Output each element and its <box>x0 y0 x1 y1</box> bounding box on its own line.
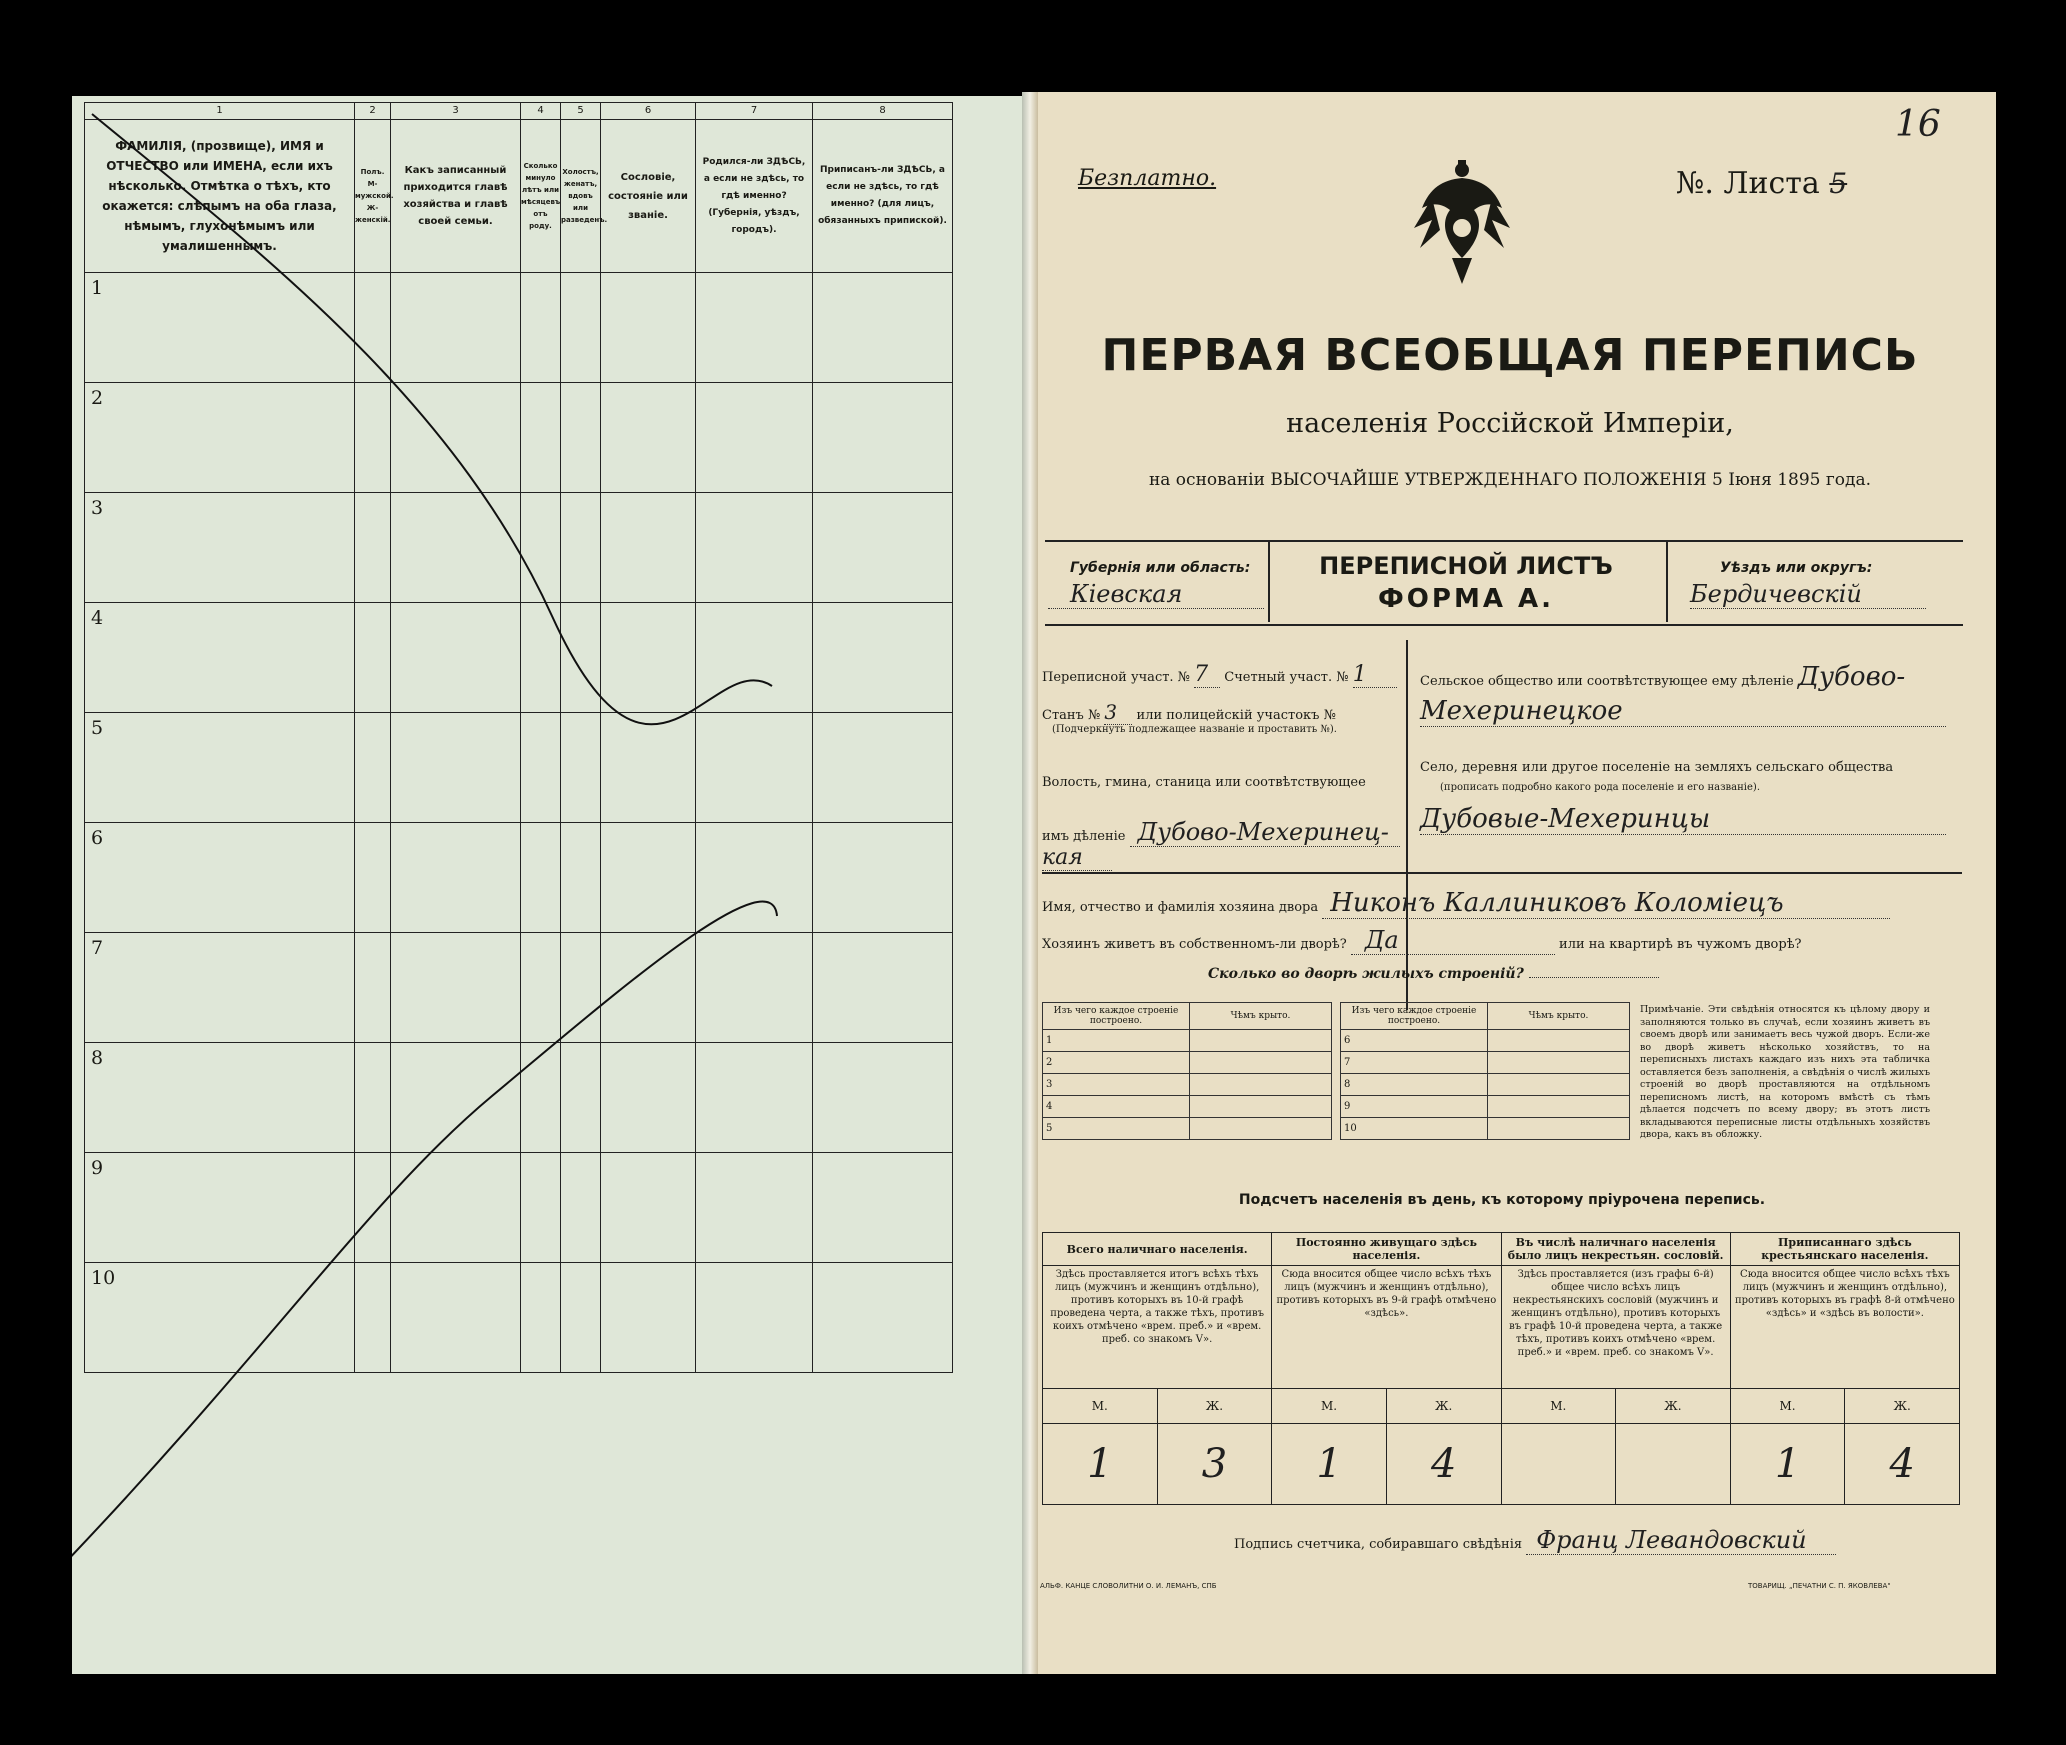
col-number: 5 <box>561 103 601 120</box>
row-number: 10 <box>91 1267 116 1289</box>
uezd-value: Бердичевскій <box>1690 580 1926 609</box>
society-label: Сельское общество или соотвѣтствующее ему дѣленіе <box>1420 674 1794 689</box>
row-number: 5 <box>91 717 104 739</box>
sheet-number-label <box>1676 166 1847 201</box>
stan-note: (Подчеркнуть подлежащее названіе и проставить №). <box>1052 724 1337 735</box>
houses-row-number: 7 <box>1341 1052 1488 1074</box>
count-uchastok-value: 1 <box>1353 662 1397 688</box>
header-name: ФАМИЛІЯ, (прозвище), ИМЯ и ОТЧЕСТВО или ИМЕНА, если ихъ нѣсколько. Отмѣтка о тѣхъ, кто окажется: слѣпымъ на оба глаза, нѣмымъ, глухонѣмымъ или умалишеннымъ. <box>85 120 355 273</box>
houses-col-roof: Чѣмъ крыто. <box>1488 1003 1630 1030</box>
pop-value <box>1501 1424 1616 1505</box>
society-field <box>1420 662 1905 692</box>
female-header: Ж. <box>1157 1389 1272 1424</box>
male-header: М. <box>1730 1389 1845 1424</box>
pop-value: 1 <box>1272 1424 1387 1505</box>
row-number: 4 <box>91 607 104 629</box>
stan-field <box>1042 700 1336 725</box>
population-table <box>1042 1232 1960 1505</box>
col-number: 6 <box>601 103 696 120</box>
buildings-field <box>1208 966 1659 982</box>
owner-value: Никонъ Каллиниковъ Коломiецъ <box>1322 888 1890 919</box>
header-relation: Какъ записанный приходится главѣ хозяйства и главѣ своей семьи. <box>391 120 521 273</box>
houses-col-roof: Чѣмъ крыто. <box>1190 1003 1332 1030</box>
society-value-2: Мехеринецкое <box>1420 696 1946 727</box>
col-number: 7 <box>696 103 813 120</box>
volost-label-2: имъ дѣленіе <box>1042 829 1126 844</box>
legal-basis: на основаніи ВЫСОЧАЙШЕ УТВЕРЖДЕННАГО ПОЛОЖЕНІЯ 5 Іюня 1895 года. <box>1148 470 1872 490</box>
houses-row-number: 10 <box>1341 1118 1488 1140</box>
row-number: 9 <box>91 1157 104 1179</box>
stan-rest: или полицейскій участокъ № <box>1136 708 1336 723</box>
row-number: 6 <box>91 827 104 849</box>
owner-field <box>1042 888 1890 919</box>
pop-value: 4 <box>1845 1424 1960 1505</box>
houses-row-number: 9 <box>1341 1096 1488 1118</box>
houses-table-b <box>1340 1002 1630 1140</box>
col-number: 2 <box>355 103 391 120</box>
buildings-label: Сколько во дворѣ жилыхъ строеній? <box>1208 966 1524 982</box>
owner-label: Имя, отчество и фамилія хозяина двора <box>1042 900 1319 915</box>
lives-rest: или на квартирѣ въ чужомъ дворѣ? <box>1559 937 1802 952</box>
male-header: М. <box>1043 1389 1158 1424</box>
census-uchastok-value: 7 <box>1194 662 1220 688</box>
col-number: 8 <box>813 103 953 120</box>
double-headed-eagle-icon <box>1412 158 1512 288</box>
form-subtitle: ФОРМА А. <box>1378 584 1554 614</box>
sheet-label-text: №. Листа <box>1676 166 1820 201</box>
houses-row-number: 8 <box>1341 1074 1488 1096</box>
male-header: М. <box>1501 1389 1616 1424</box>
corner-number: 16 <box>1895 104 1941 145</box>
main-subtitle: населенія Россійской Имперіи, <box>1286 408 1734 439</box>
houses-col-material: Изъ чего каждое строеніе построено. <box>1043 1003 1190 1030</box>
pop-description: Сюда вносится общее число всѣхъ тѣхъ лицъ (мужчинъ и женщинъ отдѣльно), противъ которыхъ въ графѣ 8-й отмѣчено «здѣсь» и «здѣсь въ волости». <box>1730 1266 1959 1389</box>
houses-table-a <box>1042 1002 1332 1140</box>
note-text: Примѣчаніе. Эти свѣдѣнія относятся къ цѣлому двору и заполняются только въ случаѣ, если хозяинъ живетъ въ своемъ дворѣ или занимаетъ весь чужой дворъ. Если-же во дворѣ живетъ нѣсколько хозяйствъ, то на переписныхъ листахъ каждаго изъ нихъ эта табличка оставляется безъ заполненія, а свѣдѣнія о числѣ жилыхъ строеній во дворѣ проставляются на отдѣльномъ переписномъ листѣ, на которомъ вмѣстѣ съ тѣмъ дѣлается подсчетъ по всему двору; въ этотъ листъ вкладываются переписные листы отдѣльныхъ хозяйствъ двора, какъ въ обложку. <box>1640 1004 1930 1140</box>
female-header: Ж. <box>1616 1389 1731 1424</box>
row-number: 8 <box>91 1047 104 1069</box>
row-number: 7 <box>91 937 104 959</box>
stan-label: Станъ № <box>1042 708 1101 723</box>
houses-col-material: Изъ чего каждое строеніе построено. <box>1341 1003 1488 1030</box>
header-estate: Сословіе, состояніе или званіе. <box>601 120 696 273</box>
cross-out-lines <box>72 96 1030 1674</box>
stan-value: 3 <box>1104 700 1132 725</box>
free-label: Безплатно. <box>1078 166 1217 191</box>
pop-value: 1 <box>1730 1424 1845 1505</box>
society-value: Дубово- <box>1797 662 1906 692</box>
census-uchastok-label: Переписной участ. № <box>1042 670 1190 685</box>
header-age: Сколько минуло лѣтъ или мѣсяцевъ отъ роду. <box>521 120 561 273</box>
village-label: Село, деревня или другое поселеніе на земляхъ сельскаго общества <box>1420 760 1894 775</box>
pop-value: 1 <box>1043 1424 1158 1505</box>
pop-header: Всего наличнаго населенія. <box>1043 1233 1272 1266</box>
houses-row-number: 3 <box>1043 1074 1190 1096</box>
printer-left: АЛЬФ. КАНЦЕ СЛОВОЛИТНИ О. И. ЛЕМАНЪ, СПБ <box>1040 1582 1217 1590</box>
houses-row-number: 2 <box>1043 1052 1190 1074</box>
signature-label: Подпись счетчика, собиравшаго свѣдѣнія <box>1234 1537 1523 1552</box>
printer-right: ТОВАРИЩ. „ПЕЧАТНИ С. П. ЯКОВЛЕВА" <box>1748 1582 1891 1590</box>
signature-value: Франц Левандовский <box>1526 1526 1836 1555</box>
pop-header: Постоянно живущаго здѣсь населенія. <box>1272 1233 1501 1266</box>
col-number: 4 <box>521 103 561 120</box>
lives-field <box>1042 926 1802 955</box>
section-divider <box>1042 872 1962 874</box>
female-header: Ж. <box>1845 1389 1960 1424</box>
pop-description: Сюда вносится общее число всѣхъ тѣхъ лицъ (мужчинъ и женщинъ отдѣльно), противъ которыхъ въ 9-й графѣ отмѣчено «здѣсь». <box>1272 1266 1501 1389</box>
pop-header: Въ числѣ наличнаго населенія было лицъ некрестьян. сословій. <box>1501 1233 1730 1266</box>
pop-description: Здѣсь проставляется итогъ всѣхъ тѣхъ лицъ (мужчинъ и женщинъ отдѣльно), противъ которыхъ въ 10-й графѣ проведена черта, а также тѣхъ, противъ коихъ отмѣчено «врем. преб.» и «врем. преб. со знакомъ V». <box>1043 1266 1272 1389</box>
row-number: 3 <box>91 497 104 519</box>
village-value: Дубовые-Мехеринцы <box>1420 804 1946 835</box>
houses-row-number: 5 <box>1043 1118 1190 1140</box>
count-uchastok-label: Счетный участ. № <box>1224 670 1349 685</box>
pop-value <box>1616 1424 1731 1505</box>
row-number: 1 <box>91 277 104 299</box>
male-header: М. <box>1272 1389 1387 1424</box>
col-number: 3 <box>391 103 521 120</box>
header-sex: Полъ. М-мужской. Ж-женскій. <box>355 120 391 273</box>
col-number: 1 <box>85 103 355 120</box>
main-title: ПЕРВАЯ ВСЕОБЩАЯ ПЕРЕПИСЬ <box>1101 330 1919 381</box>
pop-value: 4 <box>1386 1424 1501 1505</box>
houses-row-number: 6 <box>1341 1030 1488 1052</box>
pop-description: Здѣсь проставляется (изъ графы 6-й) общее число всѣхъ лицъ некрестьянскихъ сословій (мужчинъ и женщинъ отдѣльно), противъ которыхъ въ графѣ 10-й проведена черта, а также тѣхъ, противъ коихъ отмѣчено «врем. преб.» и «врем. преб. со знакомъ V». <box>1501 1266 1730 1389</box>
form-title: ПЕРЕПИСНОЙ ЛИСТЪ <box>1319 552 1613 580</box>
row-number: 2 <box>91 387 104 409</box>
houses-row-number: 4 <box>1043 1096 1190 1118</box>
gubernia-label: Губернія или область: <box>1070 560 1251 576</box>
sheet-number-value: 5 <box>1829 167 1848 200</box>
lives-value: Да <box>1351 926 1555 955</box>
volost-value-2: кая <box>1042 845 1112 871</box>
uezd-label: Уѣздъ или округъ: <box>1720 560 1873 576</box>
header-registered: Приписанъ-ли ЗДѢСЬ, а если не здѣсь, то гдѣ именно? (для лицъ, обязанныхъ припиской). <box>813 120 953 273</box>
lives-label: Хозяинъ живетъ въ собственномъ-ли дворѣ? <box>1042 937 1347 952</box>
count-title: Подсчетъ населенія въ день, къ которому пріурочена перепись. <box>1238 1192 1766 1208</box>
header-marital: Холостъ, женатъ, вдовъ или разведенъ. <box>561 120 601 273</box>
census-uchastok-field <box>1042 662 1397 688</box>
houses-row-number: 1 <box>1043 1030 1190 1052</box>
pop-header: Приписаннаго здѣсь крестьянскаго населенія. <box>1730 1233 1959 1266</box>
header-birthplace: Родился-ли ЗДѢСЬ, а если не здѣсь, то гдѣ именно? (Губернія, уѣздъ, городъ). <box>696 120 813 273</box>
volost-label: Волость, гмина, станица или соотвѣтствующее <box>1042 775 1366 790</box>
volost-value: Дубово-Мехеринец- <box>1130 818 1400 847</box>
gubernia-value: Кіевская <box>1048 580 1264 609</box>
signature-field <box>1234 1526 1836 1555</box>
village-note: (прописать подробно какого рода поселеніе и его названіе). <box>1440 782 1760 793</box>
volost-field <box>1042 818 1400 847</box>
pop-value: 3 <box>1157 1424 1272 1505</box>
female-header: Ж. <box>1386 1389 1501 1424</box>
